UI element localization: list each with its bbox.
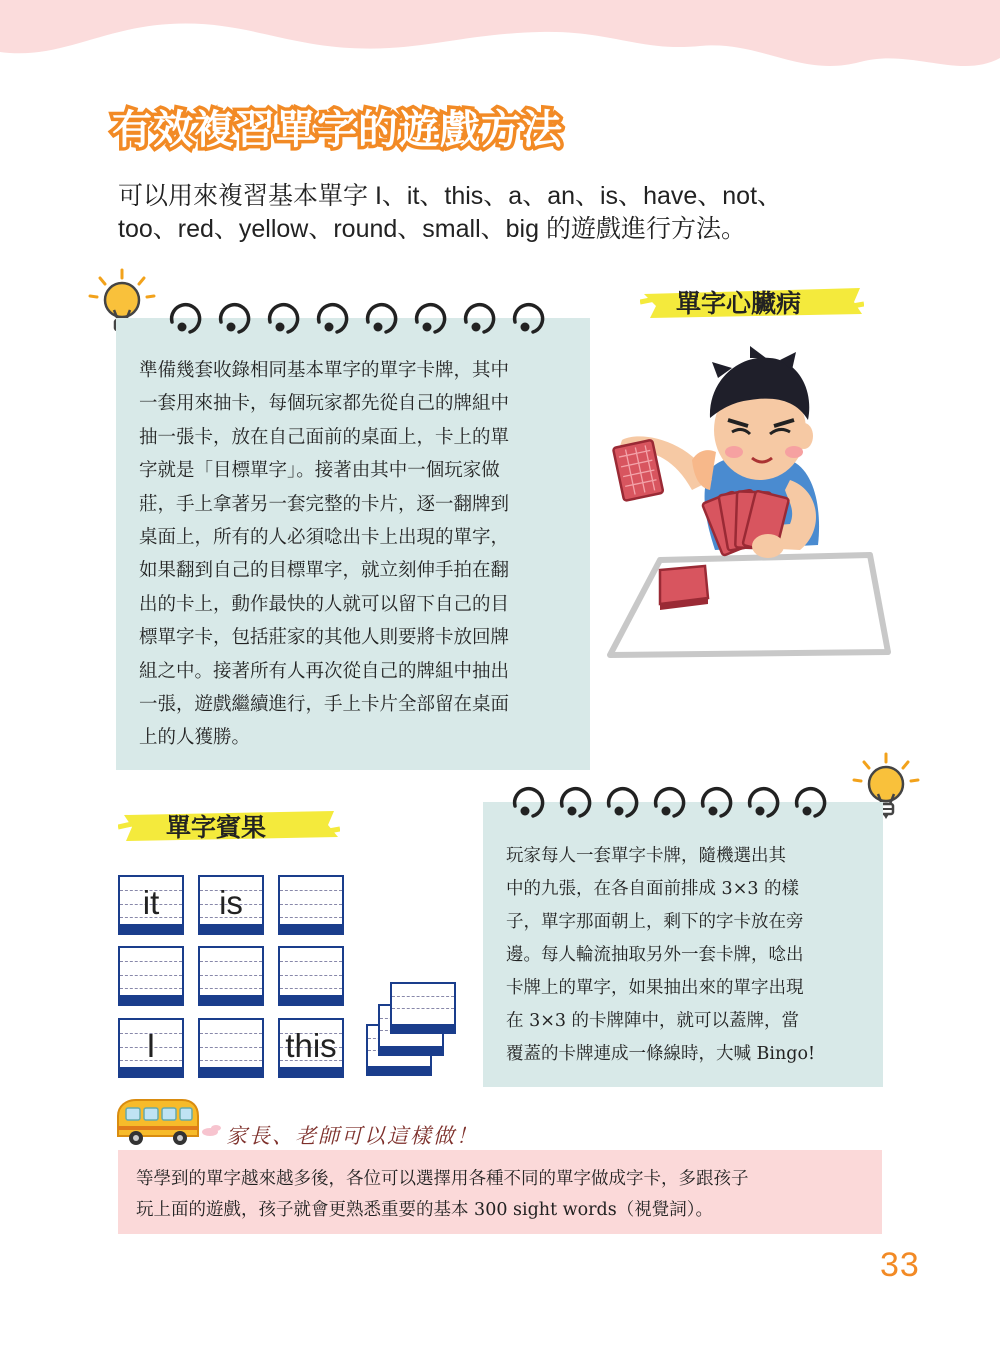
intro-text xyxy=(118,180,898,246)
text-line: 標單字卡，包括莊家的其他人則要將卡放回牌 xyxy=(139,627,510,649)
bingo-title: 單字賓果 xyxy=(166,813,267,842)
top-wave-decoration xyxy=(0,0,1000,90)
bingo-card-word: is xyxy=(219,884,243,921)
parents-tip-text xyxy=(136,1164,749,1226)
bingo-card-word: this xyxy=(285,1027,337,1064)
bingo-card-word: I xyxy=(146,1027,156,1064)
text-line: 卡牌上的單字，如果抽出來的單字出現 xyxy=(506,978,804,998)
parents-heading: 家長、老師可以這樣做！ xyxy=(226,1124,479,1148)
bingo-card xyxy=(198,1018,264,1078)
notebook-rings xyxy=(160,296,560,342)
notebook-rings xyxy=(503,780,853,826)
text-line: 莊，手上拿著另一套完整的卡片，逐一翻牌到 xyxy=(139,493,510,515)
bingo-card xyxy=(118,946,184,1006)
bingo-card xyxy=(278,1018,344,1078)
heart-attack-description xyxy=(139,354,509,755)
text-line: 玩上面的遊戲，孩子就會更熟悉重要的基本 300 sight words（視覺詞）。 xyxy=(136,1200,713,1220)
text-line: 中的九張，在各自面前排成 3×3 的樣 xyxy=(506,879,800,899)
text-line: 組之中。接著所有人再次從自己的牌組中抽出 xyxy=(139,660,510,682)
text-line: 等學到的單字越來越多後，各位可以選擇用各種不同的單字做成字卡，多跟孩子 xyxy=(136,1169,749,1189)
bingo-card xyxy=(198,946,264,1006)
page-title: 有效複習單字的遊戲方法 xyxy=(112,107,563,153)
intro-line: 可以用來複習基本單字 I、it、this、a、an、is、have、not、 xyxy=(118,182,783,210)
text-line: 準備幾套收錄相同基本單字的單字卡牌，其中 xyxy=(139,360,510,381)
page-number: 33 xyxy=(880,1246,920,1284)
school-bus-icon xyxy=(112,1096,222,1152)
bingo-game-box xyxy=(483,802,883,1087)
text-line: 桌面上，所有的人必須唸出卡上出現的單字， xyxy=(139,527,510,549)
intro-line: too、red、yellow、round、small、big 的遊戲進行方法。 xyxy=(118,215,746,243)
parents-tip-box xyxy=(118,1150,882,1234)
bingo-card xyxy=(118,875,184,935)
card-stack xyxy=(390,982,456,1034)
bingo-card xyxy=(278,946,344,1006)
bingo-card-word: it xyxy=(142,884,160,921)
text-line: 覆蓋的卡牌連成一條線時，大喊 Bingo! xyxy=(506,1044,816,1064)
text-line: 在 3×3 的卡牌陣中，就可以蓋牌，當 xyxy=(506,1011,800,1031)
bingo-card xyxy=(118,1018,184,1078)
bingo-card xyxy=(278,875,344,935)
heart-attack-game-box xyxy=(116,318,590,770)
text-line: 字就是「目標單字」。接著由其中一個玩家做 xyxy=(139,460,500,482)
text-line: 如果翻到自己的目標單字，就立刻伸手拍在翻 xyxy=(139,560,510,582)
text-line: 出的卡上，動作最快的人就可以留下自己的目 xyxy=(139,593,510,615)
text-line: 一張，遊戲繼續進行，手上卡片全部留在桌面 xyxy=(139,694,510,716)
text-line: 玩家每人一套單字卡牌，隨機選出其 xyxy=(506,846,786,866)
text-line: 上的人獲勝。 xyxy=(139,727,251,749)
text-line: 邊。每人輪流抽取另外一套卡牌，唸出 xyxy=(506,945,804,965)
text-line: 子，單字那面朝上，剩下的字卡放在旁 xyxy=(506,912,804,932)
heart-attack-title: 單字心臟病 xyxy=(676,289,802,318)
text-line: 一套用來抽卡，每個玩家都先從自己的牌組中 xyxy=(139,393,510,415)
bingo-card xyxy=(198,875,264,935)
text-line: 抽一張卡，放在自己面前的桌面上，卡上的單 xyxy=(139,426,510,448)
boy-playing-cards-illustration xyxy=(600,340,895,665)
bingo-description xyxy=(506,840,815,1071)
